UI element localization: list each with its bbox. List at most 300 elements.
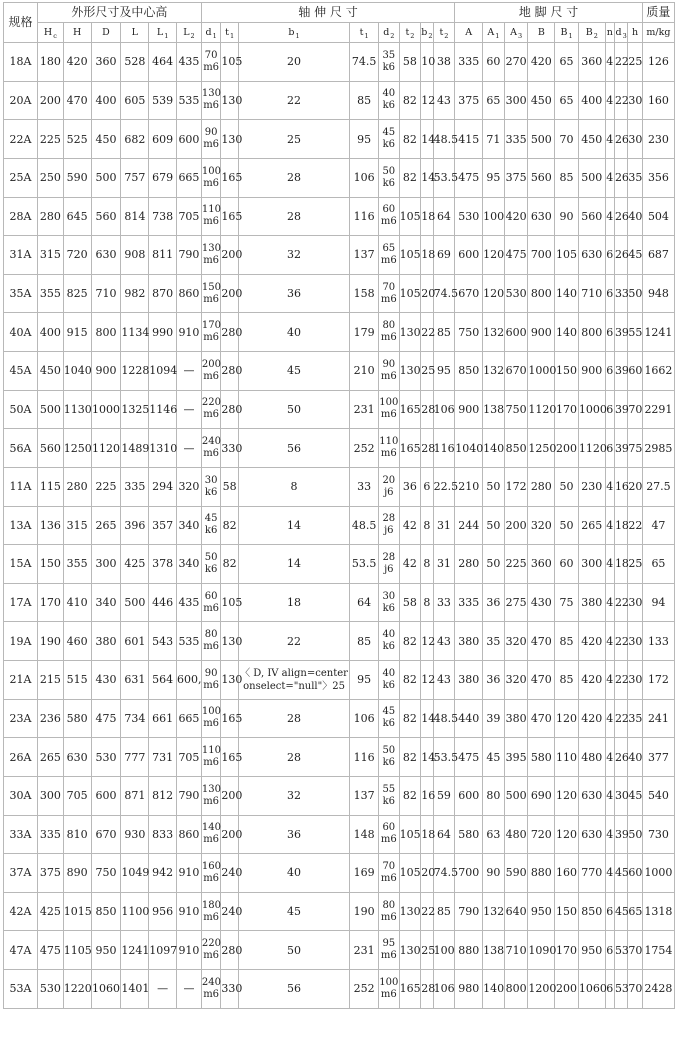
table-cell: 94 xyxy=(642,583,674,622)
header-symbol-cell xyxy=(578,23,605,43)
table-cell: 564 xyxy=(149,661,177,700)
table-cell: 70 xyxy=(555,120,579,159)
table-cell: 180 xyxy=(37,43,63,82)
table-cell: 58 xyxy=(221,467,239,506)
header-symbol: t xyxy=(359,26,364,38)
table-cell: 690 xyxy=(528,776,555,815)
table-cell: 1662 xyxy=(642,352,674,391)
table-cell: 71 xyxy=(483,120,505,159)
table-cell: 631 xyxy=(121,661,149,700)
table-cell: 80 m6 xyxy=(379,313,400,352)
table-cell: 106 xyxy=(433,390,455,429)
table-cell: 6 xyxy=(605,313,614,352)
table-cell: 300 xyxy=(37,776,63,815)
table-cell: 200 xyxy=(221,236,239,275)
header-symbol-subscript: 1 xyxy=(230,31,235,40)
header-spec: 规格 xyxy=(4,3,38,43)
table-cell: 600 xyxy=(455,776,483,815)
table-cell: 1000 xyxy=(578,390,605,429)
table-cell: 200 xyxy=(555,970,579,1009)
table-cell: 150 m6 xyxy=(201,274,221,313)
table-cell: 100 xyxy=(483,197,505,236)
table-cell: 26 xyxy=(614,738,627,777)
spec-cell: 40A xyxy=(4,313,38,352)
table-cell: 880 xyxy=(528,854,555,893)
table-cell: 6 xyxy=(605,892,614,931)
table-cell: 982 xyxy=(121,274,149,313)
header-symbol-cell xyxy=(63,23,91,43)
table-cell: 165 xyxy=(399,429,421,468)
table-cell: 22 xyxy=(614,43,627,82)
table-row xyxy=(4,506,675,545)
table-cell: 45 xyxy=(628,236,643,275)
spec-cell: 28A xyxy=(4,197,38,236)
table-cell: 340 xyxy=(177,506,202,545)
table-cell: 4 xyxy=(605,699,614,738)
table-cell: 900 xyxy=(528,313,555,352)
header-symbol: A xyxy=(487,26,495,38)
table-cell: 80 m6 xyxy=(201,622,221,661)
table-cell: 2291 xyxy=(642,390,674,429)
table-cell: 50 k6 xyxy=(201,545,221,584)
table-cell: 60 xyxy=(483,43,505,82)
table-cell: 265 xyxy=(37,738,63,777)
header-symbol-subscript: 1 xyxy=(295,31,300,40)
table-cell: 890 xyxy=(63,854,91,893)
table-cell: 1040 xyxy=(455,429,483,468)
table-cell: 4 xyxy=(605,120,614,159)
header-symbol: n xyxy=(606,27,613,38)
table-cell: 130 xyxy=(221,622,239,661)
table-cell: 687 xyxy=(642,236,674,275)
table-cell: 165 xyxy=(399,970,421,1009)
table-cell: 165 xyxy=(221,197,239,236)
table-cell: 450 xyxy=(528,81,555,120)
table-cell: 1228 xyxy=(121,352,149,391)
table-cell: 380 xyxy=(91,622,121,661)
table-cell: 〈 D, IV align=center onselect="null"〉25 xyxy=(238,661,349,700)
table-cell: 70 m6 xyxy=(379,274,400,313)
table-cell: 1401 xyxy=(121,970,149,1009)
table-cell: — xyxy=(177,970,202,1009)
table-cell: 450 xyxy=(578,120,605,159)
table-cell: 82 xyxy=(399,158,421,197)
table-cell: 470 xyxy=(528,622,555,661)
table-cell: 82 xyxy=(399,661,421,700)
table-row xyxy=(4,854,675,893)
table-cell: 280 xyxy=(221,352,239,391)
table-cell: 710 xyxy=(504,931,528,970)
header-symbol-subscript: 2 xyxy=(390,31,395,40)
table-cell: 1220 xyxy=(63,970,91,1009)
table-cell: 679 xyxy=(149,158,177,197)
table-cell: 230 xyxy=(578,467,605,506)
table-cell: 700 xyxy=(455,854,483,893)
table-cell: 420 xyxy=(528,43,555,82)
header-symbol: B xyxy=(560,26,568,38)
table-cell: 1489 xyxy=(121,429,149,468)
table-cell: 74.5 xyxy=(350,43,379,82)
table-cell: 705 xyxy=(177,738,202,777)
table-cell: 4 xyxy=(605,776,614,815)
table-cell: 120 xyxy=(555,776,579,815)
table-cell: 1100 xyxy=(121,892,149,931)
table-cell: 1000 xyxy=(642,854,674,893)
table-cell: 31 xyxy=(433,506,455,545)
table-cell: 1318 xyxy=(642,892,674,931)
table-cell: 50 xyxy=(483,545,505,584)
table-cell: 130 xyxy=(221,120,239,159)
header-symbol-cell xyxy=(121,23,149,43)
table-cell: 790 xyxy=(455,892,483,931)
spec-cell: 35A xyxy=(4,274,38,313)
table-cell: 26 xyxy=(614,236,627,275)
table-cell: 540 xyxy=(642,776,674,815)
table-cell: 300 xyxy=(91,545,121,584)
table-cell: 750 xyxy=(91,854,121,893)
table-cell: 6 xyxy=(605,390,614,429)
table-cell: 440 xyxy=(455,699,483,738)
spec-cell: 17A xyxy=(4,583,38,622)
table-cell: 812 xyxy=(149,776,177,815)
table-cell: — xyxy=(149,970,177,1009)
table-cell: 85 xyxy=(433,313,455,352)
table-cell: 160 xyxy=(642,81,674,120)
table-row xyxy=(4,81,675,120)
table-cell: 82 xyxy=(221,545,239,584)
table-cell: 530 xyxy=(504,274,528,313)
spec-cell: 13A xyxy=(4,506,38,545)
table-cell: 335 xyxy=(37,815,63,854)
table-cell: 790 xyxy=(177,236,202,275)
table-cell: 45 xyxy=(483,738,505,777)
table-cell: 240 m6 xyxy=(201,970,221,1009)
table-cell: 956 xyxy=(149,892,177,931)
table-row xyxy=(4,892,675,931)
table-cell: 85 xyxy=(433,892,455,931)
table-cell: 40 k6 xyxy=(379,622,400,661)
table-cell: 56 xyxy=(238,970,349,1009)
table-cell: 225 xyxy=(504,545,528,584)
table-cell: 950 xyxy=(528,892,555,931)
table-cell: 22 xyxy=(421,892,433,931)
table-row xyxy=(4,197,675,236)
table-cell: 148 xyxy=(350,815,379,854)
table-cell: 475 xyxy=(91,699,121,738)
table-cell: 705 xyxy=(63,776,91,815)
table-row xyxy=(4,661,675,700)
table-cell: 500 xyxy=(504,776,528,815)
table-row xyxy=(4,274,675,313)
table-cell: 32 xyxy=(238,776,349,815)
table-cell: 60 xyxy=(555,545,579,584)
table-cell: 630 xyxy=(578,776,605,815)
table-cell: 120 xyxy=(483,274,505,313)
table-cell: 28 xyxy=(238,197,349,236)
table-cell: 16 xyxy=(614,467,627,506)
table-cell: 30 xyxy=(628,583,643,622)
table-cell: 58 xyxy=(399,583,421,622)
table-cell: 560 xyxy=(37,429,63,468)
table-cell: 800 xyxy=(91,313,121,352)
table-cell: 360 xyxy=(528,545,555,584)
table-cell: 170 xyxy=(37,583,63,622)
table-cell: 82 xyxy=(399,776,421,815)
table-cell: 26 xyxy=(614,197,627,236)
table-cell: 600 xyxy=(177,120,202,159)
table-cell: 165 xyxy=(221,699,239,738)
table-cell: 53.5 xyxy=(433,158,455,197)
table-cell: 14 xyxy=(238,506,349,545)
table-cell: 543 xyxy=(149,622,177,661)
table-cell: 39 xyxy=(483,699,505,738)
table-cell: 12 xyxy=(421,622,433,661)
table-cell: 4 xyxy=(605,583,614,622)
table-cell: 165 xyxy=(221,158,239,197)
table-cell: 20 xyxy=(628,467,643,506)
table-cell: 670 xyxy=(504,352,528,391)
table-cell: 1120 xyxy=(528,390,555,429)
table-cell: 20 xyxy=(421,274,433,313)
table-cell: 160 m6 xyxy=(201,854,221,893)
spec-cell: 25A xyxy=(4,158,38,197)
table-cell: 40 k6 xyxy=(379,81,400,120)
table-cell: 95 xyxy=(483,158,505,197)
table-cell: 43 xyxy=(433,81,455,120)
table-cell: 130 xyxy=(221,81,239,120)
table-row xyxy=(4,622,675,661)
table-cell: 30 xyxy=(628,120,643,159)
table-cell: 790 xyxy=(177,776,202,815)
table-cell: 850 xyxy=(578,892,605,931)
header-shaft-group: 轴 伸 尺 寸 xyxy=(201,3,454,23)
table-cell: 28 xyxy=(238,699,349,738)
table-cell: 132 xyxy=(483,313,505,352)
table-cell: 35 xyxy=(628,158,643,197)
table-cell: 130 m6 xyxy=(201,81,221,120)
table-cell: 870 xyxy=(149,274,177,313)
table-cell: 120 xyxy=(483,236,505,275)
table-cell: 275 xyxy=(504,583,528,622)
table-cell: 450 xyxy=(91,120,121,159)
table-cell: 22 xyxy=(614,661,627,700)
table-cell: 280 xyxy=(528,467,555,506)
table-cell: 1060 xyxy=(578,970,605,1009)
table-cell: 240 m6 xyxy=(201,429,221,468)
table-cell: 810 xyxy=(63,815,91,854)
table-cell: 8 xyxy=(421,583,433,622)
table-cell: 420 xyxy=(504,197,528,236)
table-cell: 110 m6 xyxy=(201,197,221,236)
table-cell: 231 xyxy=(350,390,379,429)
table-cell: 990 xyxy=(149,313,177,352)
table-cell: 231 xyxy=(350,931,379,970)
table-cell: 100 m6 xyxy=(379,390,400,429)
table-cell: — xyxy=(177,352,202,391)
table-cell: 280 xyxy=(221,931,239,970)
header-symbol-subscript: 1 xyxy=(364,31,369,40)
table-cell: 75 xyxy=(555,583,579,622)
table-cell: 106 xyxy=(350,158,379,197)
table-cell: 80 xyxy=(483,776,505,815)
table-cell: 240 xyxy=(221,854,239,893)
table-cell: 665 xyxy=(177,158,202,197)
spec-cell: 11A xyxy=(4,467,38,506)
table-cell: 670 xyxy=(455,274,483,313)
table-cell: 500 xyxy=(528,120,555,159)
table-cell: 140 xyxy=(555,274,579,313)
table-cell: 18 xyxy=(614,545,627,584)
table-cell: 43 xyxy=(433,661,455,700)
header-symbol: H xyxy=(72,27,82,38)
header-symbol-subscript: 2 xyxy=(593,31,598,40)
table-cell: 12 xyxy=(421,81,433,120)
table-cell: 280 xyxy=(455,545,483,584)
table-cell: 45 xyxy=(628,776,643,815)
table-cell: 4 xyxy=(605,815,614,854)
table-cell: 105 xyxy=(399,815,421,854)
header-symbol-cell xyxy=(177,23,202,43)
table-cell: 20 j6 xyxy=(379,467,400,506)
table-cell: 40 xyxy=(238,313,349,352)
table-cell: 65 xyxy=(555,43,579,82)
table-cell: 340 xyxy=(91,583,121,622)
spec-cell: 26A xyxy=(4,738,38,777)
table-cell: 475 xyxy=(455,738,483,777)
table-cell: 116 xyxy=(433,429,455,468)
table-cell: 140 m6 xyxy=(201,815,221,854)
table-cell: 22 xyxy=(614,81,627,120)
table-cell: 85 xyxy=(555,661,579,700)
spec-table xyxy=(3,2,675,1009)
table-cell: 800 xyxy=(578,313,605,352)
spec-table-body xyxy=(4,43,675,1009)
table-cell: 120 xyxy=(555,815,579,854)
header-symbol: t xyxy=(439,26,444,38)
table-cell: 22 xyxy=(421,313,433,352)
table-cell: 590 xyxy=(504,854,528,893)
table-cell: 200 m6 xyxy=(201,352,221,391)
table-cell: 65 m6 xyxy=(379,236,400,275)
table-cell: 1094 xyxy=(149,352,177,391)
table-cell: 435 xyxy=(177,43,202,82)
table-cell: 105 xyxy=(221,43,239,82)
table-cell: 915 xyxy=(63,313,91,352)
table-cell: 580 xyxy=(63,699,91,738)
table-cell: 45 xyxy=(614,892,627,931)
table-cell: 480 xyxy=(578,738,605,777)
table-cell: 720 xyxy=(528,815,555,854)
table-cell: 252 xyxy=(350,429,379,468)
table-cell: 137 xyxy=(350,236,379,275)
table-cell: 378 xyxy=(149,545,177,584)
table-cell: 220 m6 xyxy=(201,390,221,429)
table-cell: 375 xyxy=(455,81,483,120)
table-cell: 315 xyxy=(63,506,91,545)
table-cell: 640 xyxy=(504,892,528,931)
table-row xyxy=(4,776,675,815)
table-cell: 138 xyxy=(483,390,505,429)
table-cell: 28 xyxy=(421,970,433,1009)
table-cell: 340 xyxy=(177,545,202,584)
table-cell: 64 xyxy=(350,583,379,622)
header-symbol-subscript: 1 xyxy=(212,31,217,40)
header-symbol-subscript: 2 xyxy=(428,31,433,40)
table-cell: 35 xyxy=(628,699,643,738)
table-cell: 270 xyxy=(504,43,528,82)
header-symbol-subscript: 2 xyxy=(444,31,449,40)
table-cell: 53 xyxy=(614,970,627,1009)
table-cell: 450 xyxy=(37,352,63,391)
table-cell: 250 xyxy=(37,158,63,197)
table-cell: 50 k6 xyxy=(379,738,400,777)
table-cell: 1250 xyxy=(63,429,91,468)
table-cell: 850 xyxy=(91,892,121,931)
header-symbol: d xyxy=(383,26,390,38)
table-cell: 64 xyxy=(433,815,455,854)
table-cell: 70 m6 xyxy=(201,43,221,82)
table-cell: 910 xyxy=(177,854,202,893)
table-cell: 500 xyxy=(37,390,63,429)
table-cell: 58 xyxy=(399,43,421,82)
table-cell: 430 xyxy=(528,583,555,622)
spec-cell: 22A xyxy=(4,120,38,159)
header-foot-group: 地 脚 尺 寸 xyxy=(455,3,643,23)
header-symbol-cell xyxy=(433,23,455,43)
table-cell: 150 xyxy=(37,545,63,584)
table-cell: 95 m6 xyxy=(379,931,400,970)
table-cell: 39 xyxy=(614,313,627,352)
table-cell: 106 xyxy=(433,970,455,1009)
header-symbol-cell xyxy=(37,23,63,43)
table-cell: 22 xyxy=(238,622,349,661)
table-cell: 4 xyxy=(605,661,614,700)
table-cell: 137 xyxy=(350,776,379,815)
table-cell: 400 xyxy=(578,81,605,120)
table-cell: 100 m6 xyxy=(201,158,221,197)
table-cell: 948 xyxy=(642,274,674,313)
table-cell: 900 xyxy=(578,352,605,391)
table-cell: 105 xyxy=(399,274,421,313)
table-cell: 35 xyxy=(483,622,505,661)
table-cell: 850 xyxy=(455,352,483,391)
table-cell: 860 xyxy=(177,815,202,854)
table-cell: 480 xyxy=(504,815,528,854)
header-symbol: A xyxy=(465,27,473,38)
header-outline-group: 外形尺寸及中心高 xyxy=(37,3,201,23)
table-cell: 18 xyxy=(421,236,433,275)
table-cell: 50 xyxy=(628,274,643,313)
table-cell: 105 xyxy=(399,197,421,236)
header-symbol: L xyxy=(156,26,164,38)
table-cell: 18 xyxy=(238,583,349,622)
table-cell: 60 m6 xyxy=(201,583,221,622)
table-cell: 14 xyxy=(421,738,433,777)
table-cell: 28 xyxy=(238,738,349,777)
table-cell: 40 k6 xyxy=(379,661,400,700)
table-cell: 430 xyxy=(91,661,121,700)
spec-cell: 19A xyxy=(4,622,38,661)
table-cell: 50 xyxy=(238,390,349,429)
table-cell: 380 xyxy=(504,699,528,738)
header-symbol-subscript: c xyxy=(53,31,57,40)
spec-cell: 47A xyxy=(4,931,38,970)
table-cell: 100 xyxy=(433,931,455,970)
table-cell: 300 xyxy=(578,545,605,584)
table-cell: 169 xyxy=(350,854,379,893)
table-cell: 530 xyxy=(91,738,121,777)
table-cell: 210 xyxy=(455,467,483,506)
